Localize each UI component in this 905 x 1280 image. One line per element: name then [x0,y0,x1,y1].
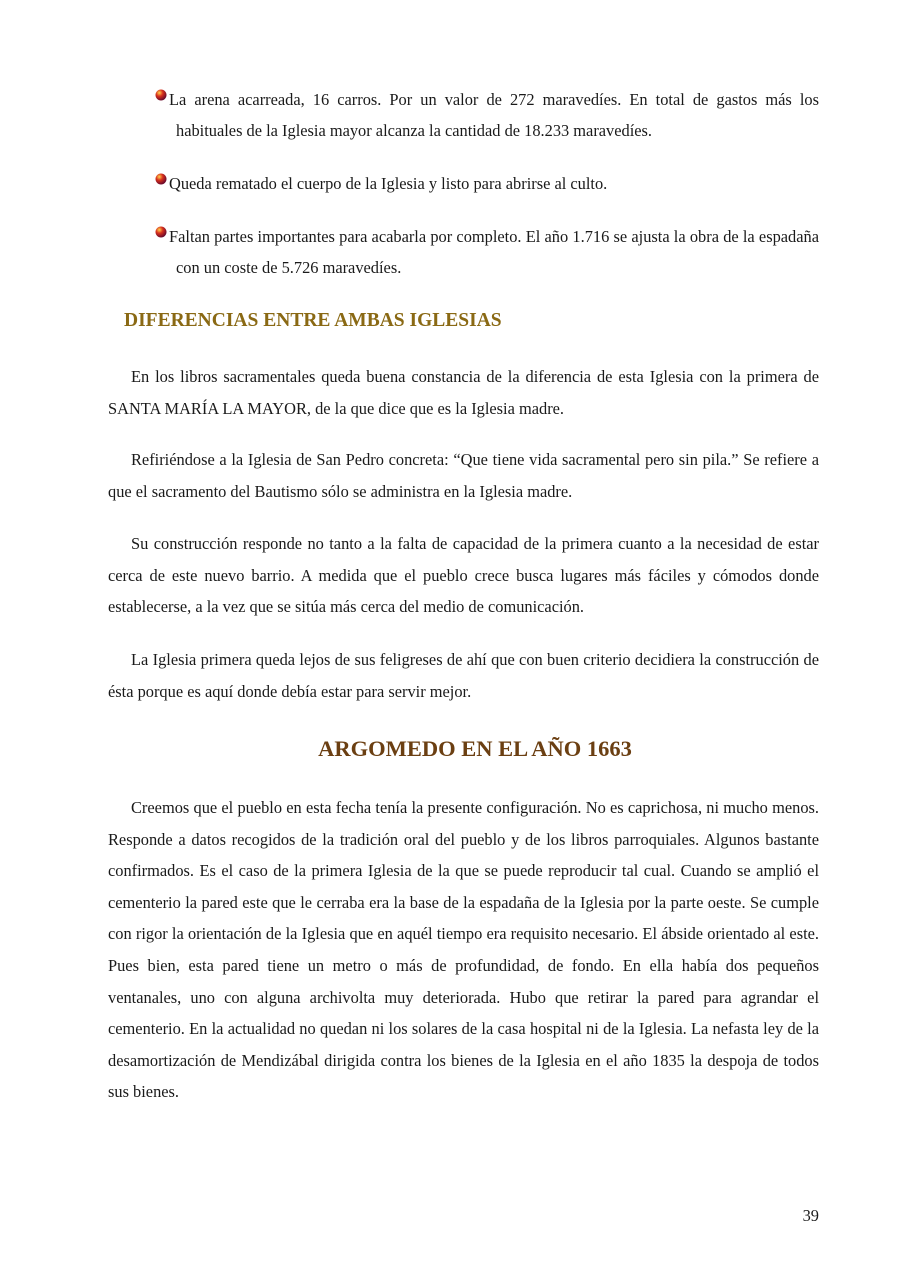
bullet-text: Faltan partes importantes para acabarla por completo. El año 1.716 se ajusta la obra de la espadaña con un coste de 5.726 maravedíes. [169,227,819,277]
paragraph: Creemos que el pueblo en esta fecha tenía la presente configuración. No es caprichosa, ni mucho menos. Responde a datos recogidos de la tradición oral del pueblo y de los libros parroquiales. Algunos bastante confirmados. Es el caso de la primera Iglesia de la que se puede reproducir tal cual. Cuando se amplió el cementerio la pared este que le cerraba era la base de la espadaña de la Iglesia por la parte oeste. Se cumple con rigor la orientación de la Iglesia que en aquél tiempo era requisito necesario. El ábside orientado al este. Pues bien, esta pared tiene un metro o más de profundidad, de fondo. En ella había dos pequeños ventanales, uno con alguna archivolta muy deteriorada. Hubo que retirar la pared para agrandar el cementerio. En la actualidad no quedan ni los solares de la casa hospital ni de la Iglesia. La nefasta ley de la desamortización de Mendizábal dirigida contra los bienes de la Iglesia en el año 1835 la despoja de todos sus bienes. [108,798,819,1102]
paragraph: Refiriéndose a la Iglesia de San Pedro concreta: “Que tiene vida sacramental pero sin pila.” Se refiere a que el sacramento del Bautismo sólo se administra en la Iglesia madre. [108,450,819,501]
list-item [155,168,819,199]
bullet-list [155,84,819,305]
bullet-text: La arena acarreada, 16 carros. Por un valor de 272 maravedíes. En total de gastos más los habituales de la Iglesia mayor alcanza la cantidad de 18.233 maravedíes. [169,90,819,140]
red-ball-bullet-icon [155,89,167,101]
section-heading: DIFERENCIAS ENTRE AMBAS IGLESIAS [124,310,502,331]
list-item [155,84,819,146]
list-item [155,221,819,283]
paragraph: En los libros sacramentales queda buena constancia de la diferencia de esta Iglesia con la primera de SANTA MARÍA LA MAYOR, de la que dice que es la Iglesia madre. [108,367,819,418]
paragraph: La Iglesia primera queda lejos de sus feligreses de ahí que con buen criterio decidiera la construcción de ésta porque es aquí donde debía estar para servir mejor. [108,650,819,701]
paragraph: Su construcción responde no tanto a la falta de capacidad de la primera cuanto a la necesidad de estar cerca de este nuevo barrio. A medida que el pueblo crece busca lugares más fáciles y cómodos donde establecerse, a la vez que se sitúa más cerca del medio de comunicación. [108,534,819,617]
bullet-text: Queda rematado el cuerpo de la Iglesia y listo para abrirse al culto. [169,174,608,193]
red-ball-bullet-icon [155,226,167,238]
chapter-heading: ARGOMEDO EN EL AÑO 1663 [318,736,632,761]
page-number: 39 [802,1206,819,1225]
red-ball-bullet-icon [155,173,167,185]
